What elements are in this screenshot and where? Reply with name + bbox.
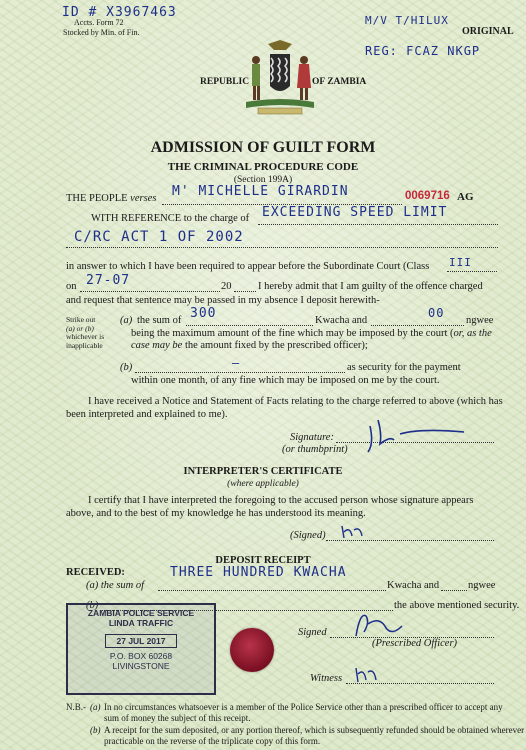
stamp-line-3: P.O. BOX 60268 <box>109 651 173 661</box>
stamp-line-1: ZAMBIA POLICE SERVICE <box>87 608 195 618</box>
accused-signature-icon <box>360 414 470 456</box>
deposit-sum-of: (a) the sum of <box>86 580 145 591</box>
interpreter-line-1: I certify that I have interpreted the foregoing to the accused person whose signature appears <box>88 495 474 506</box>
deposit-security-text: the above mentioned security. <box>394 600 520 611</box>
interpreter-note: (where applicable) <box>227 479 299 489</box>
original-label: ORIGINAL <box>462 26 514 37</box>
signature-label: Signature: <box>290 432 334 443</box>
stamp-date: 27 JUL 2017 <box>105 634 177 648</box>
people-label: THE PEOPLE <box>66 193 128 204</box>
strike-out-line-2: (a) or (b) <box>66 323 94 333</box>
serial-number: 0069716 <box>405 190 450 202</box>
nb-a-line-1: In no circumstances whatsoever is a member of the Police Service other than a prescribed officer to accept any <box>104 702 503 712</box>
ngwee-label: ngwee <box>466 315 494 326</box>
option-a-sum-of: the sum of <box>137 315 182 326</box>
deposit-signed-label: Signed <box>298 627 327 638</box>
deposit-ngwee-label: ngwee <box>468 580 496 591</box>
charge-line-2: C/RC ACT 1 OF 2002 <box>74 229 244 245</box>
witness-signature-icon <box>350 664 382 686</box>
nb-b-line-2: practicable on the reverse of the triplicate copy of this form. <box>104 736 321 746</box>
interpreter-signature-icon <box>338 522 368 542</box>
option-a-line-2-italic: or, as the <box>453 328 492 339</box>
section-reference: (Section 199A) <box>233 175 293 185</box>
handwritten-id-number: ID # X3967463 <box>62 5 177 20</box>
kwacha-label: Kwacha and <box>315 315 368 326</box>
nb-label: N.B.- <box>66 702 86 712</box>
republic-label: REPUBLIC <box>200 77 250 87</box>
strike-out-line-3: whichever is <box>66 332 105 341</box>
deposit-b-label: (b) <box>86 600 99 611</box>
stocked-by: Stocked by Min. of Fin. <box>63 28 140 37</box>
prescribed-officer-label: (Prescribed Officer) <box>372 638 458 649</box>
year-prefix: 20 <box>221 281 232 292</box>
interpreter-title: INTERPRETER'S CERTIFICATE <box>183 466 343 477</box>
strike-out-line-1: Strike out <box>66 315 96 324</box>
strike-out-line-4: inapplicable <box>66 340 103 350</box>
accused-name: M' MICHELLE GIRARDIN <box>172 184 349 199</box>
received-label: RECEIVED: <box>66 567 125 578</box>
zambia-coat-of-arms-icon <box>240 38 320 116</box>
nb-a-line-2: sum of money the subject of this receipt. <box>104 713 251 723</box>
request-text: and request that sentence may be passed in my absence I deposit herewith- <box>66 295 380 306</box>
ngwee-amount: 00 <box>428 306 445 320</box>
witness-label: Witness <box>310 673 343 684</box>
red-wax-seal-icon <box>230 628 274 672</box>
form-number: Accts. Form 72 <box>74 18 124 27</box>
notice-line-2: been interpreted and explained to me). <box>66 409 228 420</box>
option-a-line-2: being the maximum amount of the fine which may be imposed by the court ( <box>131 328 454 339</box>
option-b-line-1: as security for the payment <box>347 362 461 373</box>
form-title: ADMISSION OF GUILT FORM <box>150 139 376 156</box>
option-b-dash: — <box>232 356 241 370</box>
offence-date: 27-07 <box>86 273 131 288</box>
form-subtitle: THE CRIMINAL PROCEDURE CODE <box>167 161 359 173</box>
interpreter-signed-label: (Signed) <box>290 530 326 541</box>
nb-a-label: (a) <box>90 702 101 712</box>
option-a-line-3-italic: case may be <box>131 340 183 351</box>
charge-label: WITH REFERENCE to the charge of <box>91 213 250 224</box>
deposit-sum-words: THREE HUNDRED KWACHA <box>170 565 347 580</box>
deposit-title: DEPOSIT RECEIPT <box>215 555 311 566</box>
stamp-line-4: LIVINGSTONE <box>112 661 170 671</box>
option-b-label: (b) <box>120 362 133 373</box>
answer-text: in answer to which I have been required to appear before the Subordinate Court (Class <box>66 261 430 272</box>
deposit-kwacha-label: Kwacha and <box>387 580 440 591</box>
thumbprint-label: (or thumbprint) <box>282 444 348 455</box>
option-b-line-2: within one month, of any fine which may be imposed on me by the court. <box>131 375 440 386</box>
stamp-line-2: LINDA TRAFFIC <box>108 618 174 628</box>
officer-signature-icon <box>346 606 406 642</box>
court-class: III <box>449 256 472 269</box>
option-a-label: (a) <box>120 315 133 326</box>
of-zambia-label: OF ZAMBIA <box>312 77 367 87</box>
kwacha-amount: 300 <box>190 306 217 321</box>
handwritten-registration: REG: FCAZ NKGP <box>365 44 481 58</box>
verses-label: verses <box>130 193 157 204</box>
option-a-line-3: the amount fixed by the prescribed officer); <box>184 340 368 351</box>
nb-b-line-1: A receipt for the sum deposited, or any portion thereof, which is subsequently refunded should be obtained wherever <box>104 725 525 735</box>
admit-text: I hereby admit that I am guilty of the offence charged <box>258 281 483 292</box>
serial-suffix: AG <box>457 191 474 203</box>
notice-line-1: I have received a Notice and Statement of Facts relating to the charge referred to above (which has <box>88 396 503 407</box>
handwritten-vehicle: M/V T/HILUX <box>365 14 449 27</box>
charge-line-1: EXCEEDING SPEED LIMIT <box>262 205 448 220</box>
police-stamp <box>66 603 216 695</box>
interpreter-line-2: above, and to the best of my knowledge he has understood its meaning. <box>66 508 366 519</box>
on-label: on <box>66 281 77 292</box>
nb-b-label: (b) <box>90 725 101 735</box>
